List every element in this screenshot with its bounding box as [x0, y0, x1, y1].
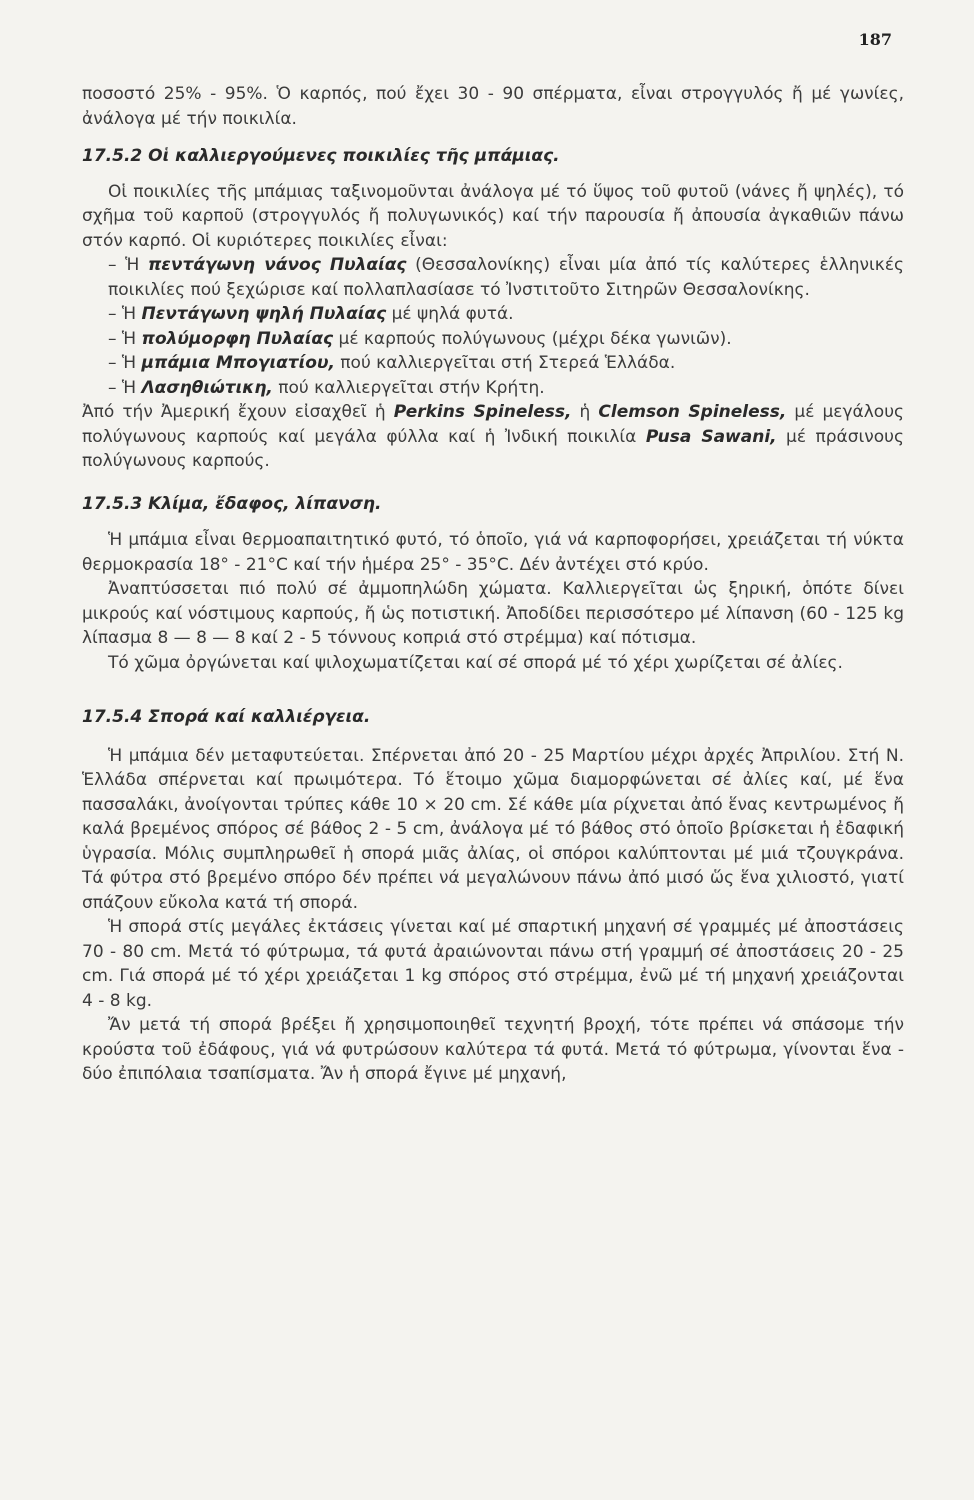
variety-name: Πεντάγωνη ψηλή Πυλαίας: [141, 304, 387, 324]
page-number: 187: [858, 30, 892, 49]
machine-sowing-paragraph: Ἡ σπορά στίς μεγάλες ἐκτάσεις γίνεται καί μέ σπαρτική μηχανή σέ γραμμές μέ ἀποστάσεις 70 - 80 cm. Μετά τό φύτρωμα, τά φυτά ἀραιώνονται πάνω στή γραμμή σέ ἀποστάσεις 20 - 25 cm. Γιά σπορά μέ τό χέρι χρειάζεται 1 kg σπόρος στό στρέμμα, ἐνῶ μέ τή μηχανή χρειάζονται 4 - 8 kg.: [82, 917, 904, 1011]
variety-item: [82, 302, 904, 327]
dash-prefix: – Ἡ: [108, 304, 142, 324]
imported-varieties-paragraph: [82, 400, 904, 474]
dash-prefix: – Ἡ: [108, 353, 142, 373]
variety-name: πολύμορφη Πυλαίας: [141, 328, 334, 349]
climate-paragraph: Ἡ μπάμια εἶναι θερμοαπαιτητικό φυτό, τό ὁποῖο, γιά νά καρποφορήσει, χρειάζεται τή νύκτα θερμοκρασία 18° - 21°C καί τήν ἡμέρα 25° - 35°C. Δέν ἀντέχει στό κρύο.: [82, 530, 904, 575]
text-run: ἡ: [571, 402, 599, 422]
dash-prefix: – Ἡ: [108, 255, 148, 275]
section-heading-17-5-4: 17.5.4 Σπορά καί καλλιέργεια.: [82, 707, 371, 727]
section-heading-17-5-3: 17.5.3 Κλίμα, ἔδαφος, λίπανση.: [82, 493, 382, 514]
variety-name: πεντάγωνη νάνος Πυλαίας: [147, 255, 407, 275]
tillage-paragraph: Τό χῶμα ὀργώνεται καί ψιλοχωματίζεται καί σέ σπορά μέ τό χέρι χωρίζεται σέ ἀλίες.: [108, 652, 843, 673]
variety-name: Pusa Sawani,: [645, 426, 777, 447]
intro-paragraph: ποσοστό 25% - 95%. Ὁ καρπός, πού ἔχει 30 - 90 σπέρματα, εἶναι στρογγυλός ἤ μέ γωνίες, ἀνάλογα μέ τήν ποικιλία.: [82, 84, 904, 129]
variety-description: μέ καρπούς πολύγωνους (μέχρι δέκα γωνιῶν).: [333, 328, 732, 349]
dash-prefix: – Ἡ: [108, 328, 142, 349]
section-heading-17-5-2: 17.5.2 Οἱ καλλιεργούμενες ποικιλίες τῆς μπάμιας.: [82, 146, 560, 166]
variety-item: [82, 253, 904, 302]
variety-description: πού καλλιεργεῖται στή Στερεά Ἑλλάδα.: [334, 353, 676, 373]
variety-name: Clemson Spineless,: [598, 402, 787, 422]
text-run: μέ μεγάλους πολύγωνους καρπούς καί μεγάλα φύλλα καί ἡ Ἰνδική ποικιλία: [82, 402, 905, 447]
variety-description: (Θεσσαλονίκης) εἶναι μία ἀπό τίς καλύτερες ἑλληνικές ποικιλίες πού ξεχώρισε καί πολλαπλασίασε τό Ἰνστιτοῦτο Σιτηρῶν Θεσσαλονίκης.: [108, 255, 904, 300]
variety-name: Λασηθιώτικη,: [141, 377, 273, 398]
variety-name: μπάμια Μπογιατίου,: [141, 353, 335, 373]
text-run: μέ πράσινους πολύγωνους καρπούς.: [82, 426, 904, 471]
variety-description: μέ ψηλά φυτά.: [386, 304, 514, 324]
page-body: [82, 82, 904, 1087]
crust-paragraph: Ἄν μετά τή σπορά βρέξει ἤ χρησιμοποιηθεῖ τεχνητή βροχή, τότε πρέπει νά σπάσομε τήν κρούστα τοῦ ἐδάφους, γιά νά φυτρώσουν καλύτερα τά φυτά. Μετά τό φύτρωμα, γίνονται ἕνα - δύο ἐπιπόλαια τσαπίσματα. Ἄν ἡ σπορά ἔγινε μέ μηχανή,: [82, 1015, 904, 1084]
variety-item: [82, 376, 904, 401]
varieties-intro-paragraph: Οἱ ποικιλίες τῆς μπάμιας ταξινομοῦνται ἀνάλογα μέ τό ὕψος τοῦ φυτοῦ (νάνες ἤ ψηλές), τό σχῆμα τοῦ καρποῦ (στρογγυλός ἤ πολυγωνικός) καί τήν παρουσία ἤ ἀπουσία ἀγκαθιῶν πάνω στόν καρπό. Οἱ κυριότερες ποικιλίες εἶναι:: [82, 181, 904, 251]
variety-description: πού καλλιεργεῖται στήν Κρήτη.: [272, 377, 545, 398]
variety-name: Perkins Spineless,: [393, 402, 572, 422]
dash-prefix: – Ἡ: [108, 377, 142, 398]
variety-item: [82, 351, 904, 376]
soil-paragraph: Ἀναπτύσσεται πιό πολύ σέ ἀμμοπηλώδη χώματα. Καλλιεργεῖται ὡς ξηρική, ὁπότε δίνει μικρούς καί νόστιμους καρπούς, ἤ ὡς ποτιστική. Ἀποδίδει περισσότερο μέ λίπανση (60 - 125 kg λίπασμα 8 — 8 — 8 καί 2 - 5 τόννους κοπριά στό στρέμμα) καί πότισμα.: [82, 579, 904, 648]
sowing-paragraph: Ἡ μπάμια δέν μεταφυτεύεται. Σπέρνεται ἀπό 20 - 25 Μαρτίου μέχρι ἀρχές Ἀπριλίου. Στή Ν. Ἑλλάδα σπέρνεται καί πρωιμότερα. Τό ἕτοιμο χῶμα διαμορφώνεται σέ ἀλίες καί, μέ ἕνα πασσαλάκι, ἀνοίγονται τρύπες κάθε 10 × 20 cm. Σέ κάθε μία ρίχνεται ἀπό ἕνας κεντρωμένος ἤ καλά βρεμένος σπόρος σέ βάθος 2 - 5 cm, ἀνάλογα μέ τό βάθος στό ὁποῖο βρίσκεται ἡ ἐδαφική ὑγρασία. Μόλις συμπληρωθεῖ ἡ σπορά μιᾶς ἀλίας, οἱ σπόροι καλύπτονται μέ μιά τζουγκράνα. Τά φύτρα στό βρεμένο σπόρο δέν πρέπει νά μεγαλώνουν πάνω ἀπό μισό ὥς ἕνα χιλιοστό, γιατί σπάζουν εὔκολα κατά τή σπορά.: [82, 745, 904, 913]
text-run: Ἀπό τήν Ἀμερική ἔχουν εἰσαχθεῖ ἡ: [82, 402, 394, 422]
variety-item: [82, 327, 904, 352]
